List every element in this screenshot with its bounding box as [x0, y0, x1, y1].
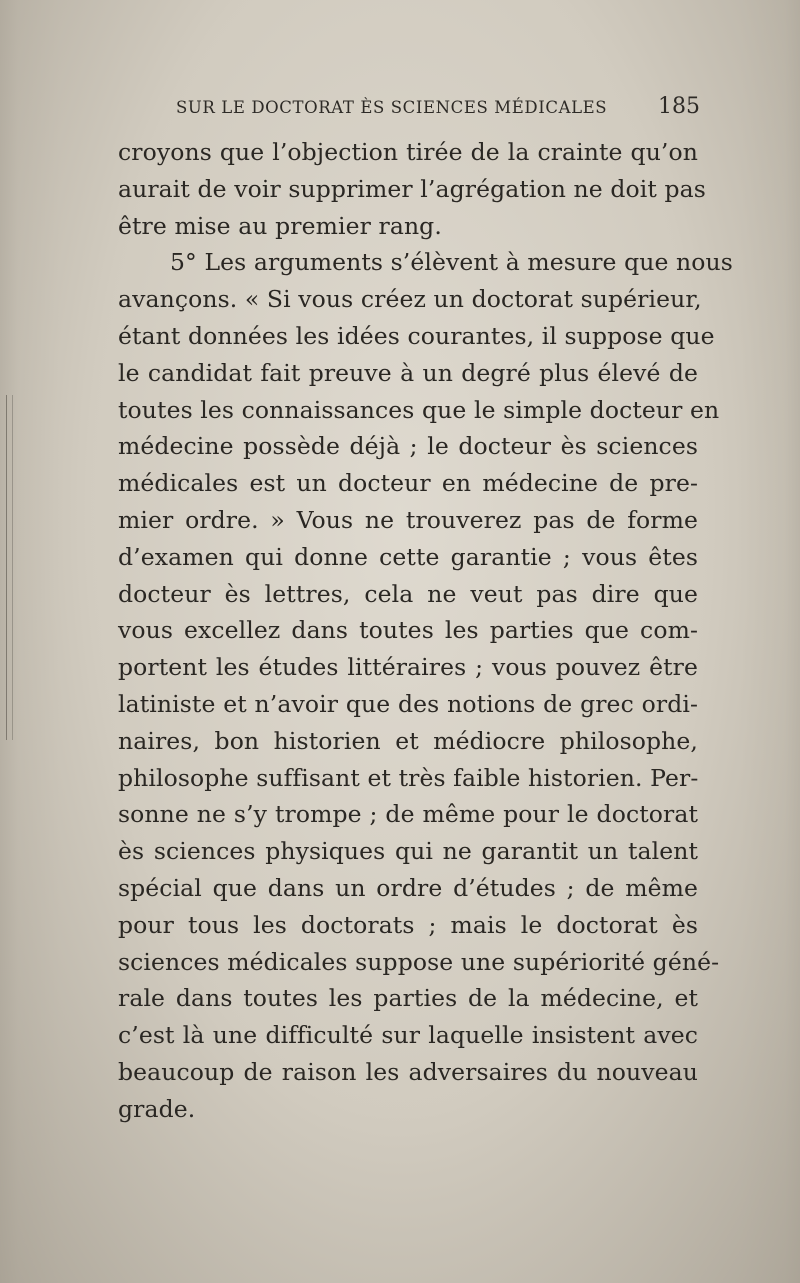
text-line: c’est là une difficulté sur laquelle insistent avec: [118, 1021, 698, 1050]
text-line: spécial que dans un ordre d’études ; de même: [118, 873, 698, 902]
text-line: sciences médicales suppose une supériorité géné-: [118, 947, 720, 976]
text-line: ès sciences physiques qui ne garantit un talent: [118, 837, 698, 866]
text-line: 5° Les arguments s’élèvent à mesure que nous: [170, 248, 733, 277]
text-line: étant données les idées courantes, il suppose que: [118, 321, 715, 350]
text-line: croyons que l’objection tirée de la crainte qu’on: [118, 138, 698, 166]
text-line: toutes les connaissances que le simple docteur en: [118, 395, 720, 424]
text-line: philosophe suffisant et très faible historien. Per-: [118, 763, 699, 792]
body-text: [118, 134, 733, 1128]
text-line: pour tous les doctorats ; mais le doctorat ès: [118, 910, 698, 939]
text-line: portent les études littéraires ; vous pouvez être: [118, 653, 698, 682]
text-line: être mise au premier rang.: [118, 211, 442, 240]
text-line: docteur ès lettres, cela ne veut pas dire que: [118, 579, 698, 608]
text-line: sonne ne s’y trompe ; de même pour le doctorat: [118, 800, 698, 829]
running-title: SUR LE DOCTORAT ÈS SCIENCES MÉDICALES: [176, 98, 608, 117]
text-line: avançons. « Si vous créez un doctorat supérieur,: [118, 285, 702, 314]
running-head: [160, 94, 700, 124]
text-line: le candidat fait preuve à un degré plus élevé de: [118, 358, 698, 387]
text-line: beaucoup de raison les adversaires du nouveau: [118, 1057, 698, 1086]
text-line: latiniste et n’avoir que des notions de grec ordi-: [118, 689, 698, 718]
text-line: rale dans toutes les parties de la médecine, et: [118, 984, 698, 1013]
text-line: médecine possède déjà ; le docteur ès sciences: [118, 432, 698, 461]
binding-edge: [6, 395, 13, 740]
text-line: mier ordre. » Vous ne trouverez pas de forme: [118, 505, 698, 534]
text-line: d’examen qui donne cette garantie ; vous êtes: [118, 542, 698, 571]
text-line: aurait de voir supprimer l’agrégation ne doit pas: [118, 174, 706, 203]
page-number: 185: [658, 94, 700, 119]
text-line: vous excellez dans toutes les parties que com-: [118, 616, 698, 645]
text-line: grade.: [118, 1094, 196, 1123]
text-line: naires, bon historien et médiocre philosophe,: [118, 726, 698, 755]
text-line: médicales est un docteur en médecine de pre-: [118, 469, 698, 498]
